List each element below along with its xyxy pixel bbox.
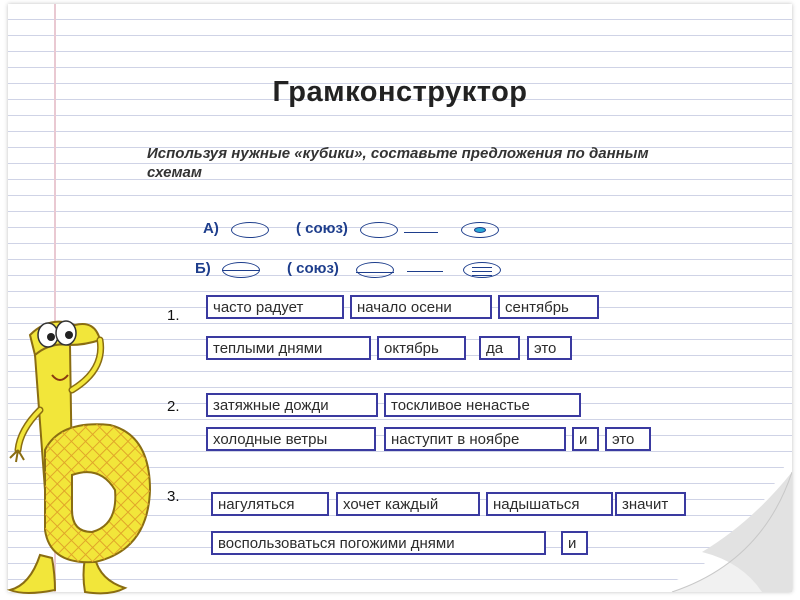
word-tile[interactable]: надышаться [486, 492, 613, 516]
word-tile[interactable]: и [572, 427, 599, 451]
scheme-b-line-a [472, 267, 492, 268]
task-2-number: 2. [167, 398, 180, 415]
scheme-a-oval-1 [231, 222, 269, 238]
word-tile[interactable]: октябрь [377, 336, 466, 360]
page-curl-icon [642, 452, 792, 592]
task-3-number: 3. [167, 488, 180, 505]
scheme-b-label: Б) [195, 260, 211, 277]
scheme-b-dash [407, 271, 443, 272]
page-title: Грамконструктор [272, 76, 528, 108]
word-tile[interactable]: да [479, 336, 520, 360]
scheme-b-underline-1 [222, 270, 260, 271]
word-tile[interactable]: теплыми днями [206, 336, 371, 360]
word-tile[interactable]: хочет каждый [336, 492, 480, 516]
mascot-soft-sign-icon [0, 300, 165, 600]
word-tile[interactable]: это [527, 336, 572, 360]
instruction-text: Используя нужные «кубики», составьте предложения по данным схемам [147, 145, 649, 181]
word-tile[interactable]: значит [615, 492, 686, 516]
word-tile[interactable]: это [605, 427, 651, 451]
word-tile[interactable]: воспользоваться погожими днями [211, 531, 546, 555]
word-tile[interactable]: часто радует [206, 295, 344, 319]
scheme-a-label: А) [203, 220, 219, 237]
scheme-a-dash [404, 232, 438, 233]
word-tile[interactable]: затяжные дожди [206, 393, 378, 417]
word-tile[interactable]: нагуляться [211, 492, 329, 516]
word-tile[interactable]: холодные ветры [206, 427, 376, 451]
scheme-b-conjunction: ( союз) [287, 260, 339, 277]
scheme-b-line-b [472, 271, 492, 272]
word-tile[interactable]: сентябрь [498, 295, 599, 319]
word-tile[interactable]: наступит в ноябре [384, 427, 566, 451]
scheme-b-oval-2 [356, 262, 394, 278]
word-tile[interactable]: и [561, 531, 588, 555]
scheme-b-underline-2 [356, 272, 394, 273]
word-tile[interactable]: начало осени [350, 295, 492, 319]
word-tile[interactable]: тоскливое ненастье [384, 393, 581, 417]
scheme-a-oval-2 [360, 222, 398, 238]
scheme-a-dot [474, 227, 486, 233]
task-1-number: 1. [167, 307, 180, 324]
scheme-b-line-c [472, 275, 492, 276]
scheme-a-conjunction: ( союз) [296, 220, 348, 237]
